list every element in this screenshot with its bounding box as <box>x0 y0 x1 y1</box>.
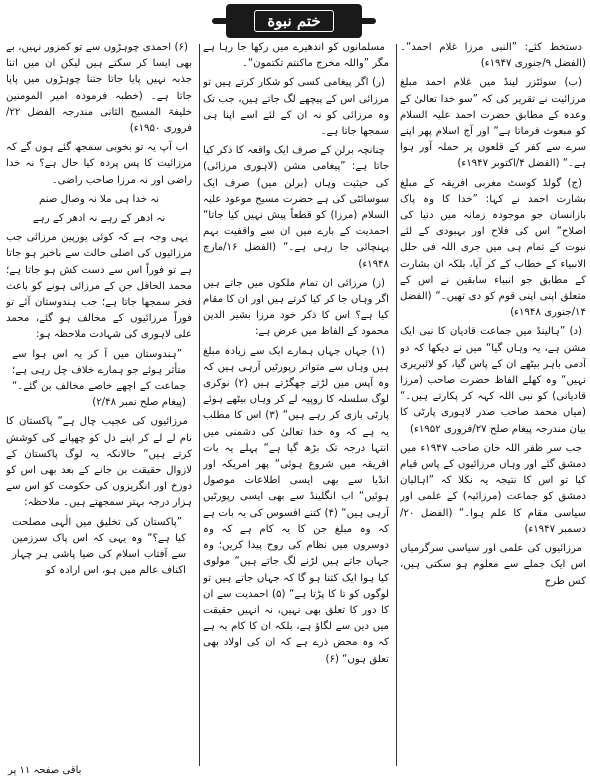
verse-line: نہ ادھر کے رہے نہ ادھر کے رہے <box>32 213 166 225</box>
paragraph: یہی وجہ ہے کہ کوئی یورپین مرزائی جب مرزائیوں کی اصلی حالت سے باخبر ہو جاتا ہے تو فوراً اس سے دست کش ہو جاتا ہے؛ محمد الحافل جن کے مرزائی ہونے کو باعث فخر سمجھا جاتا ہے؛ جب ہندوستان آئے تو فوراً مرزائیوں کے مخالف ہو گئے، محمد علی لاہوری کی شہادت ملاحظہ ہو: <box>6 232 192 341</box>
paragraph: (ر) اگر پیغامی کسی کو شکار کرتے ہیں تو مرزائی اس کے پیچھے لگ جاتے ہیں، جب تک وہ مرزائی کو نہ ان کے لئے اسے اپنا ہی سمجھا جاتا ہے۔ <box>203 77 389 138</box>
column-divider <box>396 44 397 766</box>
paragraph: (۶) احمدی چوہڑوں سے تو کمزور نہیں، بے بھی ایسا کر سکتے ہیں لیکن ان میں اتنا جذبہ نہیں پایا جاتا جتنا چوہڑوں میں پایا جاتا ہے۔ (خطبہ فرمودہ امیر المومنین خلیفۃ المسیح الثانی مندرجہ الفضل ۲۲/فروری ۱۹۵۰ء) <box>6 42 192 135</box>
paragraph: (ب) سوئٹزر لینڈ میں غلام احمد مبلغ مرزائیت نے تقریر کی کہ ”سو خدا تعالیٰ کے وعدہ کے مطابق حضرت احمد علیہ السلام کو مبعوث فرماتا ہے“ اور آج اسلام پھر اپنے سرے سے کفر کے قلعوں پر حملہ آور ہوا ہے۔“ (الفضل ۴/اکتوبر ۱۹۴۷ء) <box>400 77 586 170</box>
section-header-emblem <box>226 4 362 38</box>
verse-line: نہ خدا ہی ملا نہ وصال صنم <box>38 193 160 205</box>
column-divider <box>199 44 200 766</box>
continued-on-note: باقی صفحہ ۱۱ پر <box>8 765 82 776</box>
section-title: ختم نبوة <box>254 10 333 32</box>
paragraph: چنانچہ برلن کے صرف ایک واقعہ کا ذکر کیا جاتا ہے: ”پیغامی مشن (لاہوری مرزائی) کی حیثیت وہاں (برلن میں) صرف ایک سوسائٹی کی ہے حضرت مسیح موعود علیہ السلام (مرزا) کو قطعاً پیش نہیں کیا جاتا“ احمدیت کے بارے میں ان سے واقفیت بہم پہنچائی جا رہی ہے۔“ (الفضل ۱۶/مارچ ۱۹۴۸ء) <box>203 145 389 270</box>
paragraph: ”پاکستان کی تخلیق میں الٰہی مصلحت کیا ہے؟“ وہ یہی کہ اس پاک سرزمین سے آفتاب اسلام کی ضیا پاشی ہر چہار اکناف عالم میں ہو، اس ارادہ کو <box>12 516 186 577</box>
paragraph: (ز) مرزائی ان تمام ملکوں میں جاتے ہیں اگر وہاں جا کر کیا کرتے ہیں اور ان کا مقام کیا ہے؟ اس کا ذکر خود مرزا بشیر الدین محمود کے الفاظ میں عرض ہے: <box>203 277 389 338</box>
column-right <box>400 40 586 772</box>
paragraph: دستخط کئے: ”النبی مرزا غلام احمد“۔ (الفضل ۹/جنوری ۱۹۴۷ء) <box>400 42 586 70</box>
paragraph: (۱) جہاں جہاں ہمارے ایک سے زیادہ مبلغ ہیں وہاں سے متواتر رپورٹیں آرہی ہیں کہ وہ آپس میں لڑتے جھگڑتے ہیں (۲) نوکری لوگ سلسلہ کا روپیہ لے کر وہاں بیٹھے ہوئے پارٹی بازی کر رہے ہیں“ (۳) اس کا مطلب یہ ہے کہ وہ خدا تعالیٰ کی دشمنی میں انتہا درجہ تک بڑھ گیا ہے“ پہلے یہ بات افریقہ میں شروع ہوئی“ پھر امریکہ اور انڈیا سے بھی ایسی اطلاعات موصول ہوئیں“ اب انگلینڈ سے بھی ایسی رپورٹیں آرہی ہیں“ (۴) کتنے افسوس کی یہ بات ہے کہ وہ مبلغ جن کا یہ کام ہے کہ وہ دوسروں میں نظام کی روح پیدا کریں؛ وہ جہاں جاتے ہیں لڑنے لگ جاتے ہیں“ مولوی کیا ہوا ایک کتنا ہو گا کہ جہاں جاتے ہیں تو لوگوں کو تا کا پڑتا ہے“ (۵) احمدیت سے ان کا دور کا تعلق بھی نہیں، نہ انہیں حقیقت میں دین سے لگاؤ ہے، بلکہ ان کا کام یہ ہے کہ وہ محض ذرے ہے کہ ان کی اولاد بھی تعلق ہوں“ (۶) <box>203 345 389 665</box>
paragraph: (د) ”ہالینڈ میں جماعت قادیان کا نبی ایک مشن ہے، یہ وہاں گیا“ میں نے دیکھا کہ دو آدمی باہر بیٹھے ان کے پاس گیا، کو لائبریری نہیں“ وہ کھلے الفاظ حضرت صاحب (مرزا قادیانی) کو نبی اللہ کہہ کر پکارتے ہیں۔“ (میاں محمد صاحب صدر لاہوری پارٹی کا بیان مندرجہ پیغام صلح ۲۷/فروری ۱۹۵۲ء) <box>400 326 586 435</box>
block-quote: ”ہندوستان میں آ کر یہ اس ہوا سے متأثر ہوئے جو ہمارے خلاف چل رہی ہے؛ جماعت کے اچھے خاصے مخالف بن گئے۔“ (پیغام صلح نمبر ۲/۴۸) <box>12 348 186 409</box>
column-left <box>6 40 192 772</box>
paragraph: جب سر ظفر اللہ خان صاحب ۱۹۴۷ء میں دمشق گئے اور وہاں مرزائیوں کے پاس قیام کیا تو اس کا نتیجہ یہ نکلا کہ ”اہالیان دمشق کو جماعت (مرزائیہ) کے علمی اور سیاسی مقام کا علم ہوا۔“ (الفضل ۲۰/دسمبر ۱۹۴۷ء) <box>400 442 586 535</box>
paragraph: اب آپ یہ تو بخوبی سمجھ گئے ہوں گے کہ مرزائیت کا پس پردہ کیا حال ہے؟ نہ خدا راضی اور نہ مرزا صاحب راضی۔ <box>6 142 192 186</box>
column-middle <box>203 40 389 772</box>
paragraph: (ج) گولڈ کوسٹ مغربی افریقہ کے مبلغ بشارت احمد نے کہا: ”خدا کا وہ پاک بازانسان جو موجودہ زمانہ میں دنیا کی اصلاح“ اس کی فلاح اور بہبودی کے لئے نبوت کے تمام ہی میں جری اللہ فی حلل الانبیاء کے خطاب کے کر آیا، بلکہ ان بشارت کے مطابق جو انبیاء سابقین نے اس کے متعلق اپنی اپنی قوم کو دی تھیں۔“ (الفضل ۱۴/جنوری ۱۹۴۸ء) <box>400 177 586 319</box>
paragraph: مرزائیوں کی عجیب چال ہے“ پاکستان کا نام لے لے کر اپنے دل کو چھپانے کی کوشش کرتے ہیں“ حالانکہ یہ لوگ پاکستان کے لازوال حقیقت بن جانے کے بعد بھی اس کو دوزخ اور انگریزوں کی حکومت کو اس سے ہزار درجہ بہتر سمجھتے ہیں۔ ملاحظہ: <box>6 416 192 509</box>
paragraph: مرزائیوں کی علمی اور سیاسی سرگرمیاں اس ایک جملے سے معلوم ہو سکتی ہیں، کس طرح <box>400 543 586 587</box>
paragraph: مسلمانوں کو اندھیرے میں رکھا جا رہا ہے مگر ”واللہ مخرج ماکنتم تکتمون“۔ <box>203 42 389 70</box>
